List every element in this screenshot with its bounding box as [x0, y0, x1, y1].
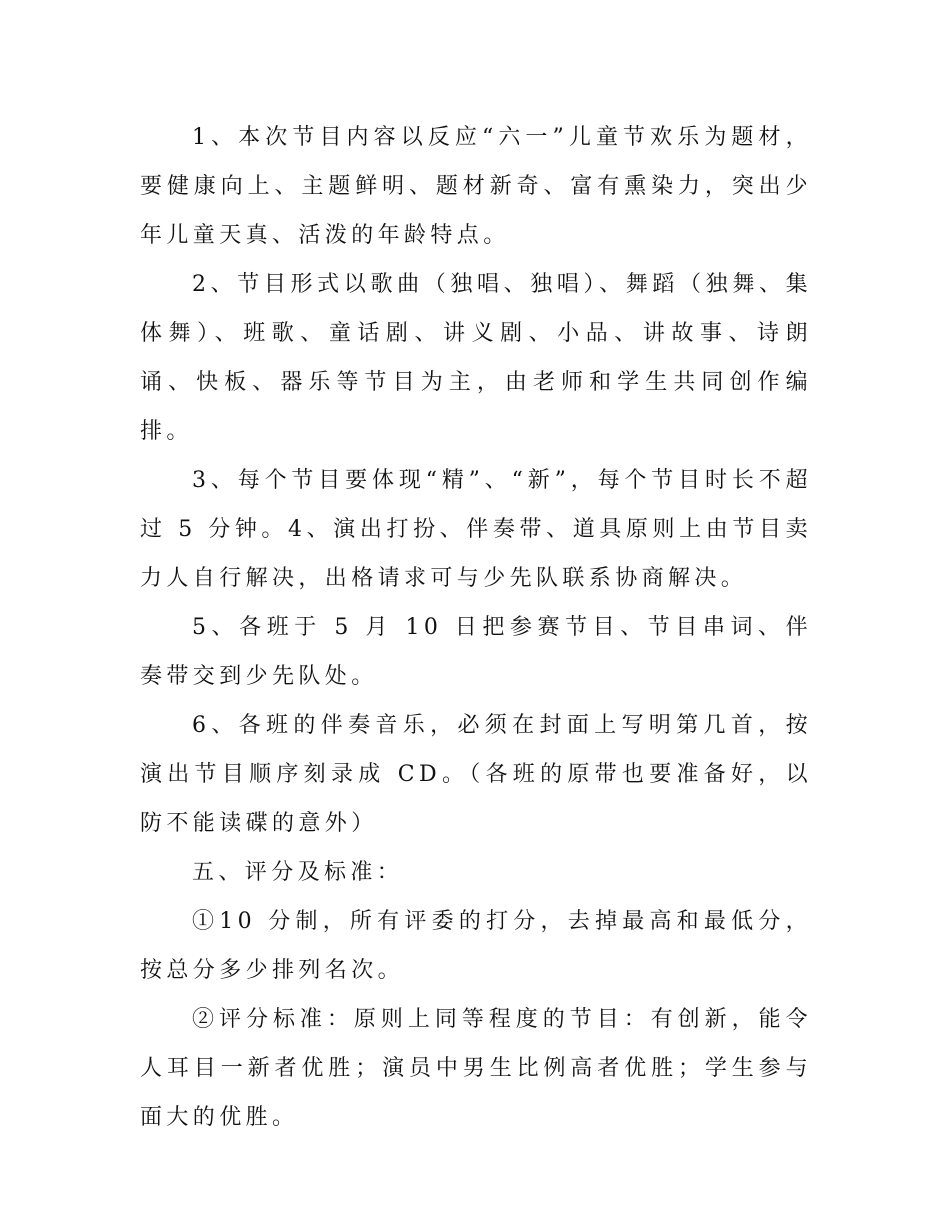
paragraph-rule-5: 5、各班于 5 月 10 日把参赛节目、节目串词、伴奏带交到少先队处。	[140, 615, 812, 689]
paragraph-rule-2: 2、节目形式以歌曲（独唱、独唱）、舞蹈（独舞、集体舞）、班歌、童话剧、讲义剧、小品、讲故事、诗朗诵、快板、器乐等节目为主，由老师和学生共同创作编排。	[140, 272, 812, 444]
paragraph-scoring-1: ①10 分制，所有评委的打分，去掉最高和最低分，按总分多少排列名次。	[140, 909, 812, 983]
paragraph-rule-6: 6、各班的伴奏音乐，必须在封面上写明第几首，按演出节目顺序刻录成 CD。（各班的原带也要准备好，以防不能读碟的意外）	[140, 713, 812, 836]
paragraph-rule-3-4: 3、每个节目要体现“精”、“新”，每个节目时长不超过 5 分钟。4、演出打扮、伴奏带、道具原则上由节目卖力人自行解决，出格请求可与少先队联系协商解决。	[140, 468, 812, 591]
paragraph-scoring-2: ②评分标准：原则上同等程度的节目：有创新，能令人耳目一新者优胜；演员中男生比例高者优胜；学生参与面大的优胜。	[140, 1007, 812, 1130]
section-heading-scoring: 五、评分及标准：	[192, 860, 404, 885]
paragraph-rule-1: 1、本次节目内容以反应“六一”儿童节欢乐为题材，要健康向上、主题鲜明、题材新奇、富有熏染力，突出少年儿童天真、活泼的年龄特点。	[140, 125, 812, 248]
document-body	[140, 113, 812, 1142]
